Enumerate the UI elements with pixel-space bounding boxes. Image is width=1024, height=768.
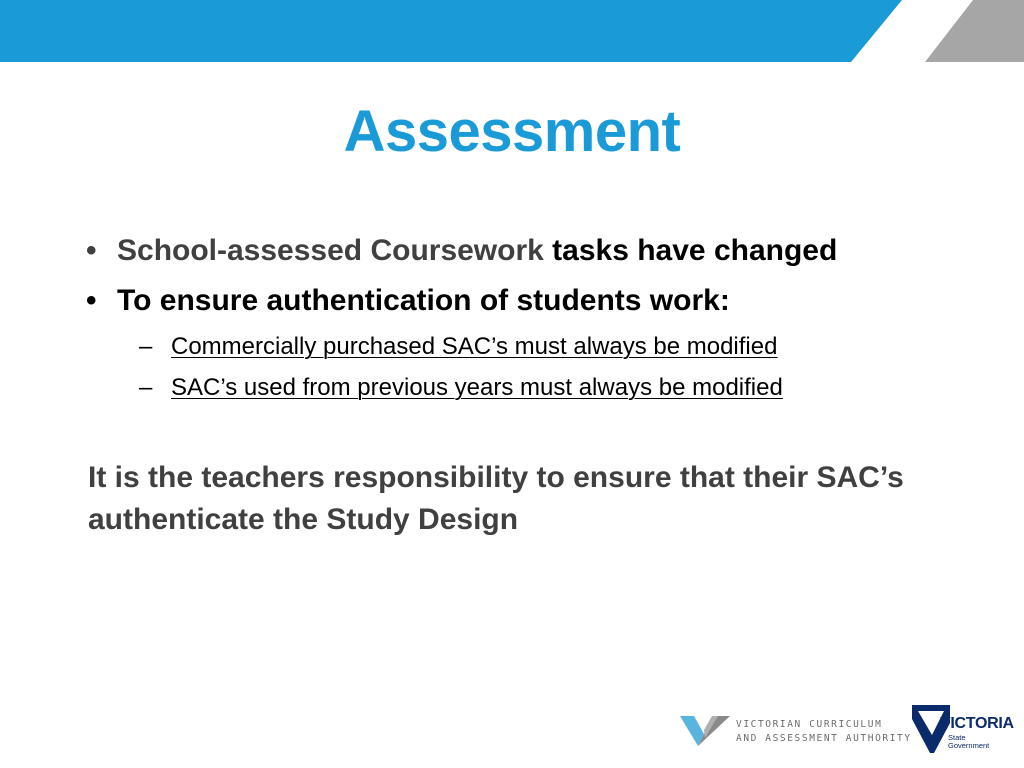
victoria-wordmark: VICTORIA [940, 715, 1014, 732]
bullet-text-sac: School-assessed Coursework [117, 234, 544, 267]
header-blue-bar [0, 0, 902, 62]
victoria-sub-government: Government [948, 741, 990, 750]
vcaa-wordmark [736, 718, 912, 746]
bullet-authentication [86, 276, 986, 326]
bullet-sac-changed [86, 226, 986, 276]
victoria-subtitle [948, 734, 989, 750]
vcaa-line1: VICTORIAN CURRICULUM [736, 719, 883, 730]
sub-bullet-marker: – [139, 333, 153, 360]
vcaa-logo [678, 712, 912, 748]
sub-bullet-previous-years [86, 367, 986, 408]
sub-bullet-marker: – [139, 374, 153, 401]
bullet-list [86, 226, 986, 408]
bullet-marker: • [86, 284, 97, 317]
bullet-text-changed: tasks have changed [543, 234, 838, 267]
responsibility-statement: It is the teachers responsibility to ensure that their SAC’s authenticate the Study Design [88, 461, 904, 536]
sub-bullet-text-previous: SAC’s used from previous years must always be modified [171, 374, 783, 401]
bullet-text-authentication: To ensure authentication of students work: [117, 284, 730, 317]
slide-title: Assessment [343, 99, 681, 164]
victoria-sub-state: State [948, 733, 966, 742]
vcaa-check-icon [678, 712, 732, 748]
header-band [0, 0, 1024, 62]
sub-bullet-text-commercial: Commercially purchased SAC’s must always be modified [171, 333, 778, 360]
header-grey-corner [925, 0, 1024, 62]
sub-bullet-commercial [86, 326, 986, 367]
vcaa-line2: AND ASSESSMENT AUTHORITY [736, 733, 912, 744]
victoria-logo [910, 703, 1014, 755]
bullet-marker: • [86, 234, 97, 267]
